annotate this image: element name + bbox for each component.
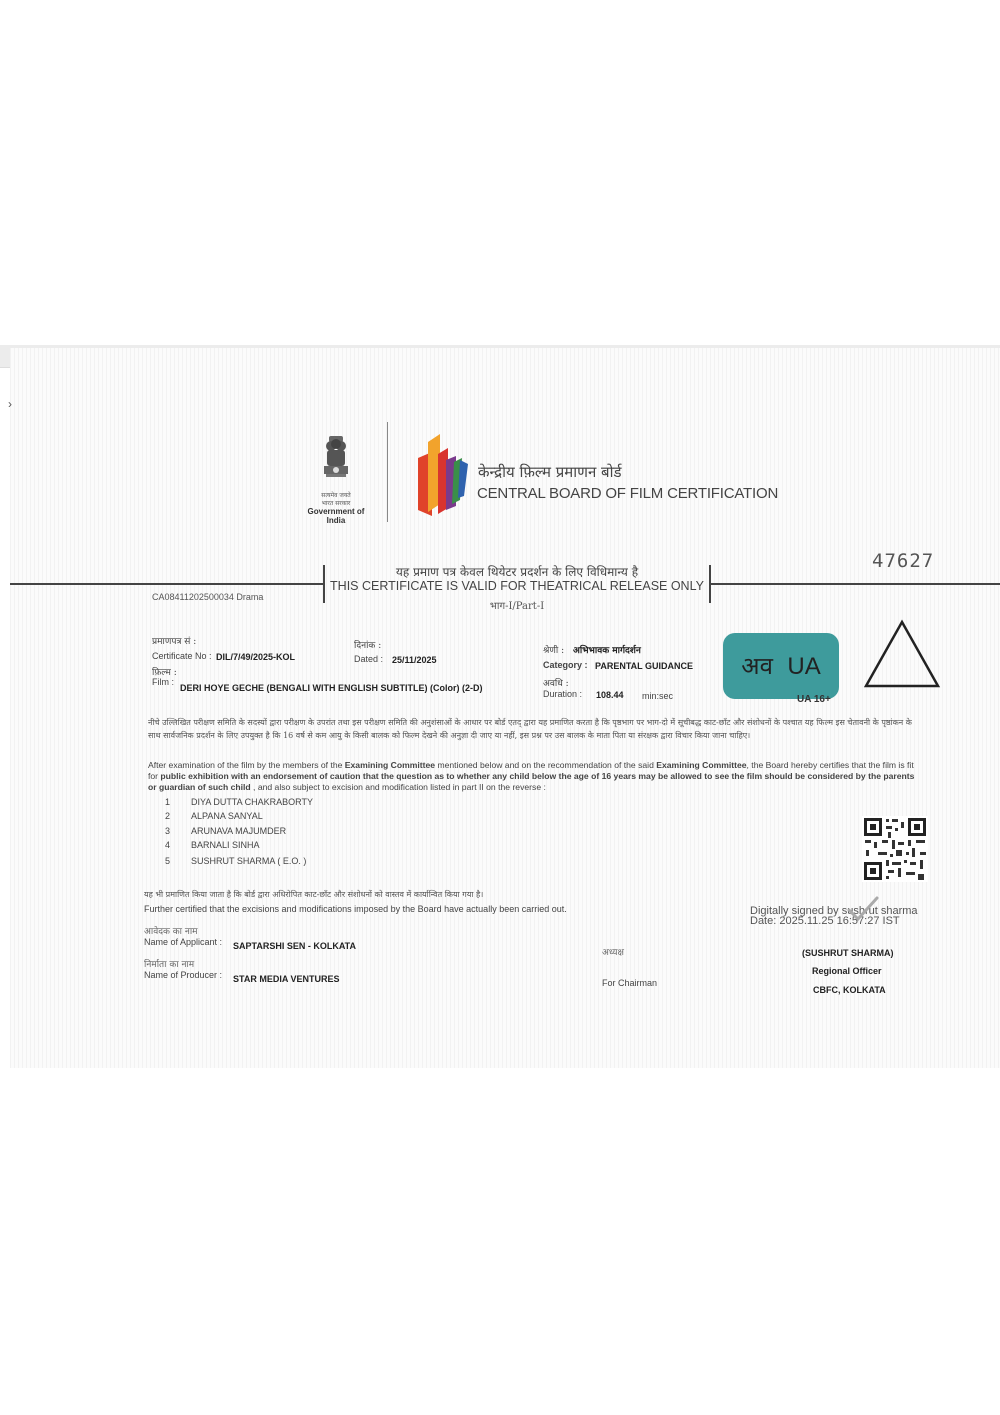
english-paragraph [148,760,916,793]
serial-number: 47627 [872,550,935,572]
rule-right [710,583,1000,585]
english-paragraph-part: , the Board hereby certifies that the film is fit for [148,760,914,781]
rating-subtext: UA 16+ [797,694,831,705]
committee-member: 4 BARNALI SINHA [165,840,260,850]
date-label: Dated : [354,654,384,664]
ashoka-emblem-icon [321,432,351,488]
emblem-motto: सत्यमेव जयते [321,492,351,499]
committee-member: 1 DIYA DUTTA CHAKRABORTY [165,797,314,807]
caution-endorsement-text: public exhibition with an endorsement of caution that the question as to whether any child below the age of 16 years may be allowed to see the film should be considered by the parents or guardian of such child [148,771,915,792]
applicant-value: SAPTARSHI SEN - KOLKATA [233,941,356,951]
committee-member: 3 ARUNAVA MAJUMDER [165,826,287,836]
signature-check-icon [845,894,881,924]
duration-label: Duration : [543,689,583,699]
english-paragraph-part: , and also subject to excision and modification listed in part II on the reverse : [250,782,546,792]
duration-value: 108.44 [596,690,624,700]
cbfc-logo-icon [414,430,470,520]
category-value: PARENTAL GUIDANCE [595,661,694,671]
board-name-english: CENTRAL BOARD OF FILM CERTIFICATION [477,485,779,502]
emblem [298,432,374,525]
header-divider [387,422,388,522]
further-certified-hindi: यह भी प्रमाणित किया जाता है कि बोर्ड द्वारा अधिरोपित काट-छाँट और संशोधनों को वास्तव में कार्यान्वित किया गया है। [144,890,484,899]
rating-badge-hindi: अव [741,652,773,680]
producer-value: STAR MEDIA VENTURES [233,974,340,984]
rating-badge [723,633,839,699]
cert-no-label: Certificate No : [152,651,212,661]
digital-signature-line1: Digitally signed by sushrut sharma [750,905,918,917]
category-label: Category : [543,660,588,670]
examining-committee-text: Examining Committee [656,760,747,770]
date-label-hindi: दिनांक : [354,641,382,651]
committee-member: 5 SUSHRUT SHARMA ( E.O. ) [165,856,307,866]
film-label: Film : [152,677,174,687]
emblem-gov-hindi: भारत सरकार [321,500,351,507]
hindi-paragraph: नीचे उल्लिखित परीक्षण समिति के सदस्यों द्वारा परीक्षण के उपरांत तथा इस परीक्षण समिति की अनुशंसाओं के आधार पर बोर्ड एतद् द्वारा यह प्रमाणित करता है कि पृष्ठभाग पर भाग-दो में सूचीबद्ध काट-छाँट और संशोधनों के पश्चात यह फिल्म इस चेतावनी के पृष्ठांकन के साथ सार्वजनिक प्रदर्शन के लिए उपयुक्त है कि 16 वर्ष से कम आयु के किसी बालक को फिल्म देखने की अनुज्ञा दी जाए या नहीं, इस प्रश्न पर उस बालक के माता पिता या संरक्षक द्वारा विचार किया जाना चाहिए। [148,718,912,740]
applicant-label-hindi: आवेदक का नाम [144,927,198,937]
rating-triangle-icon [862,618,942,690]
applicant-label: Name of Applicant : [144,937,223,947]
english-paragraph-part: After examination of the film by the members of the [148,760,345,770]
validity-part: भाग-I/Part-I [489,601,545,612]
rule-left [10,583,324,585]
rating-badge-text: UA [787,653,821,680]
emblem-gov-label: Government of India [307,507,365,525]
examining-committee-text: Examining Committee [344,760,436,770]
scan-mark: › [8,397,12,411]
duration-unit: min:sec [642,691,674,701]
film-value: DERI HOYE GECHE (BENGALI WITH ENGLISH SUBTITLE) (Color) (2-D) [180,683,483,693]
category-label-hindi: श्रेणी : [543,646,565,656]
category-value-hindi: अभिभावक मार्गदर्शन [573,646,641,656]
rule-left-tick [323,565,325,603]
date-value: 25/11/2025 [392,655,437,665]
producer-label-hindi: निर्माता का नाम [144,960,195,970]
signatory-office: CBFC, KOLKATA [813,985,886,995]
further-certified-english: Further certified that the excisions and modifications imposed by the Board have actually been carried out. [144,904,567,914]
committee-member: 2 ALPANA SANYAL [165,811,263,821]
board-name-hindi: केन्द्रीय फ़िल्म प्रमाणन बोर्ड [478,463,622,481]
cert-no-value: DIL/7/49/2025-KOL [216,652,296,662]
english-paragraph-part: mentioned below and on the recommendation of the said [435,760,657,770]
cert-no-label-hindi: प्रमाणपत्र सं : [152,637,197,647]
validity-hindi: यह प्रमाण पत्र केवल थियेटर प्रदर्शन के लिए विधिमान्य है [395,565,639,579]
chairman-label: For Chairman [602,978,658,988]
reference-code: CA08411202500034 Drama [152,592,264,602]
producer-label: Name of Producer : [144,970,223,980]
film-label-hindi: फ़िल्म : [152,668,177,678]
qr-code-icon [862,816,928,882]
digital-signature-line2: Date: 2025.11.25 16:57:27 IST [750,915,900,927]
signatory-name: (SUSHRUT SHARMA) [802,948,894,958]
signatory-title: Regional Officer [812,966,882,976]
chairman-label-hindi: अध्यक्ष [602,948,624,958]
duration-label-hindi: अवधि : [543,679,569,689]
validity-english: THIS CERTIFICATE IS VALID FOR THEATRICAL RELEASE ONLY [330,579,704,593]
